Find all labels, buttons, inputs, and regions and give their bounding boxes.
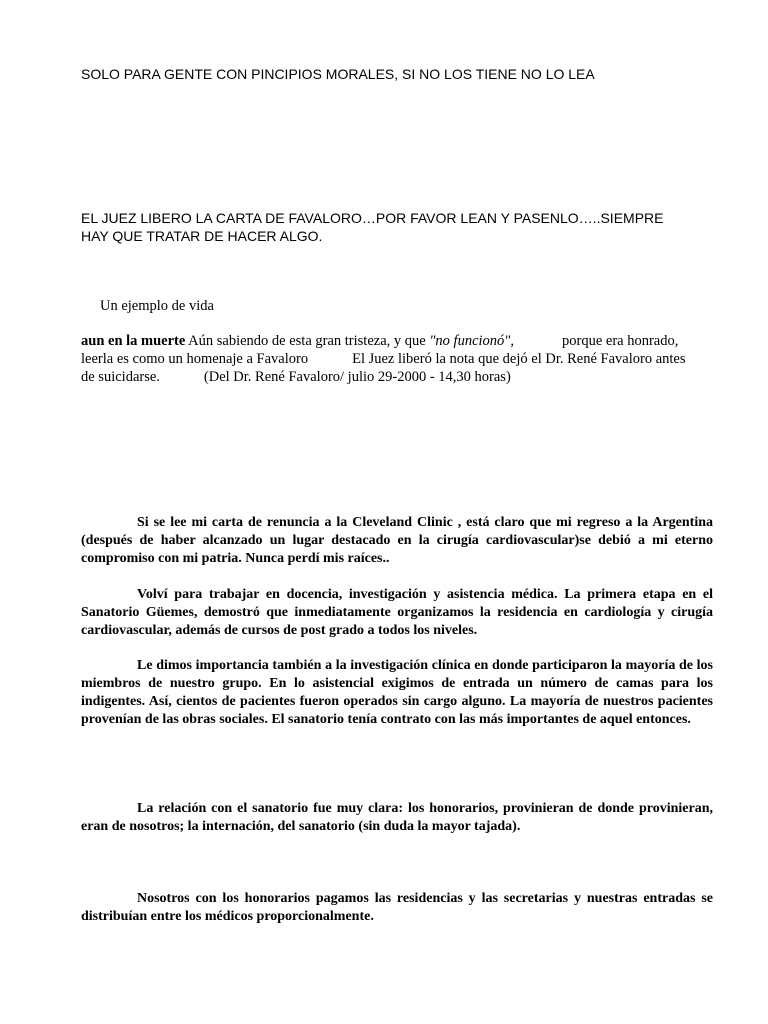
letter-paragraph-3: Le dimos importancia también a la investigación clínica en donde participaron la mayoría de los miembros de nuestro grupo. En lo asistencial exigimos de entrada un número de camas para los indigentes. Así, cientos de pacientes fueron operados sin cargo alguno. La mayoría de nuestros pacientes provenían de las obras sociales. El sanatorio tenía contrato con las más importantes de aquel entonces. xyxy=(81,658,713,727)
intro-text-a: Aún sabiendo de esta gran tristeza, y que xyxy=(188,333,426,349)
intro-text-b: porque era honrado, xyxy=(562,333,679,349)
letter-paragraph-4: La relación con el sanatorio fue muy clara: los honorarios, provinieran de donde provinieran, eran de nosotros; la internación, del sanatorio (sin duda la mayor tajada). xyxy=(81,801,713,834)
intro-line-1 xyxy=(81,333,678,350)
notice-line-2: HAY QUE TRATAR DE HACER ALGO. xyxy=(81,228,323,244)
intro-text-d: El Juez liberó la nota que dejó el Dr. René Favaloro antes xyxy=(352,351,686,367)
letter-paragraph-1: Si se lee mi carta de renuncia a la Cleveland Clinic , está claro que mi regreso a la Argentina (después de haber alcanzado un lugar destacado en la cirugía cardiovascular)se debió a mi eterno compromiso con mi patria. Nunca perdí mis raíces.. xyxy=(81,515,713,566)
intro-line-2 xyxy=(81,351,686,368)
intro-bold-lead: aun en la muerte xyxy=(81,333,186,349)
intro-text-c: leerla es como un homenaje a Favaloro xyxy=(81,351,309,367)
intro-text-f: (Del Dr. René Favaloro/ julio 29-2000 - 14,30 horas) xyxy=(203,369,511,385)
header-line: SOLO PARA GENTE CON PINCIPIOS MORALES, SI NO LOS TIENE NO LO LEA xyxy=(81,66,595,82)
intro-text-e: de suicidarse. xyxy=(81,369,160,385)
letter-paragraph-5: Nosotros con los honorarios pagamos las residencias y las secretarias y nuestras entradas se distribuían entre los médicos proporcionalmente. xyxy=(81,891,713,924)
intro-line-3 xyxy=(81,369,511,386)
letter-paragraph-2: Volví para trabajar en docencia, investigación y asistencia médica. La primera etapa en el Sanatorio Güemes, demostró que inmediatamente organizamos la residencia en cardiología y cirugía cardiovascular, además de cursos de post grado a todos los niveles. xyxy=(81,587,713,638)
intro-quote: "no funcionó", xyxy=(429,333,514,349)
notice-line-1: EL JUEZ LIBERO LA CARTA DE FAVALORO…POR FAVOR LEAN Y PASENLO…..SIEMPRE xyxy=(81,210,664,226)
subtitle: Un ejemplo de vida xyxy=(100,298,214,314)
